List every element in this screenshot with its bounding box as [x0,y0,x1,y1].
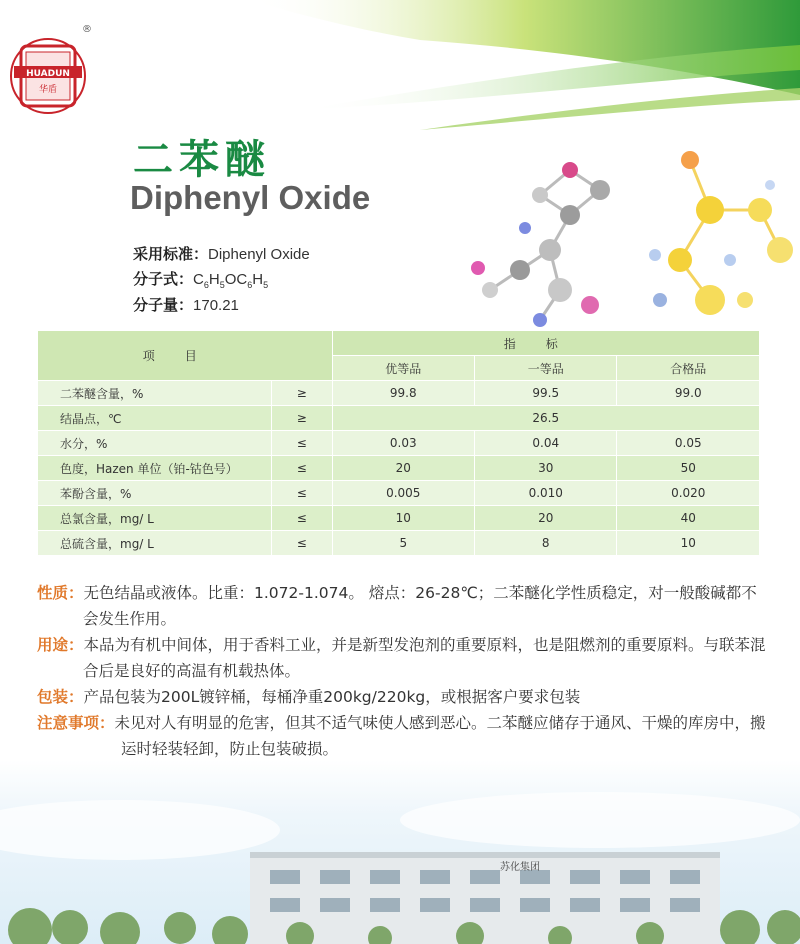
uses-text: 本品为有机中间体，用于香料工业，并是新型发泡剂的重要原料，也是阻燃剂的重要原料。与联苯混合后是良好的高温有机载热体。 [83,636,766,680]
svg-text:华盾: 华盾 [38,85,58,95]
notes-label: 注意事项： [37,714,115,732]
header-grade-first: 一等品 [475,356,617,381]
header-grade-premium: 优等品 [332,356,474,381]
huadun-logo [8,36,88,116]
properties-label: 性质： [37,584,84,602]
table-row: 水分，% ≤ 0.03 0.04 0.05 [38,431,760,456]
svg-text:HUADUN: HUADUN [26,69,70,79]
weight-line [133,294,239,315]
product-title-english: Diphenyl Oxide [130,179,371,216]
standard-value: Diphenyl Oxide [208,246,310,263]
packaging-paragraph [37,684,767,710]
properties-text: 无色结晶或液体。比重：1.072-1.074。 熔点：26-28℃；二苯醚化学性质稳定，对一般酸碱都不会发生作用。 [83,584,757,628]
packaging-text: 产品包装为200L镀锌桶，每桶净重200kg/220kg，或根据客户要求包装 [83,688,581,706]
table-row: 苯酚含量，% ≤ 0.005 0.010 0.020 [38,481,760,506]
properties-paragraph [37,580,767,632]
standard-line [133,243,310,264]
table-row: 色度，Hazen 单位（铂-钴色号） ≤ 20 30 50 [38,456,760,481]
notes-text: 未见对人有明显的危害，但其不适气味使人感到恶心。二苯醚应储存于通风、干燥的库房中，搬运时轻装轻卸，防止包装破损。 [114,714,766,758]
weight-value: 170.21 [193,297,239,314]
table-row: 总氯含量，mg/ L ≤ 10 20 40 [38,506,760,531]
header-index: 指标 [332,331,759,356]
table-row: 结晶点，℃ ≥ 26.5 [38,406,760,431]
table-row: 二苯醚含量，% ≥ 99.8 99.5 99.0 [38,381,760,406]
specification-table [37,330,760,556]
formula-label: 分子式： [133,270,194,288]
standard-label: 采用标准： [133,245,209,263]
header-item: 项目 [38,331,333,381]
packaging-label: 包装： [37,688,84,706]
formula-line [133,268,268,290]
uses-label: 用途： [37,636,84,654]
factory-photo-background [0,760,800,944]
product-title-chinese: 二苯醚 [133,137,271,183]
uses-paragraph [37,632,767,684]
formula-value: $C_6H_5OC_6H_5$ [193,271,269,290]
building-sign: 苏化集团 [500,862,540,873]
product-description [37,580,767,762]
weight-label: 分子量： [133,296,194,314]
molecule-illustration [460,140,800,350]
header-grade-qualified: 合格品 [617,356,760,381]
table-row: 总硫含量，mg/ L ≤ 5 8 10 [38,531,760,556]
factory-buildings-illustration [0,760,800,944]
registered-mark: ® [82,24,92,35]
notes-paragraph [37,710,767,762]
